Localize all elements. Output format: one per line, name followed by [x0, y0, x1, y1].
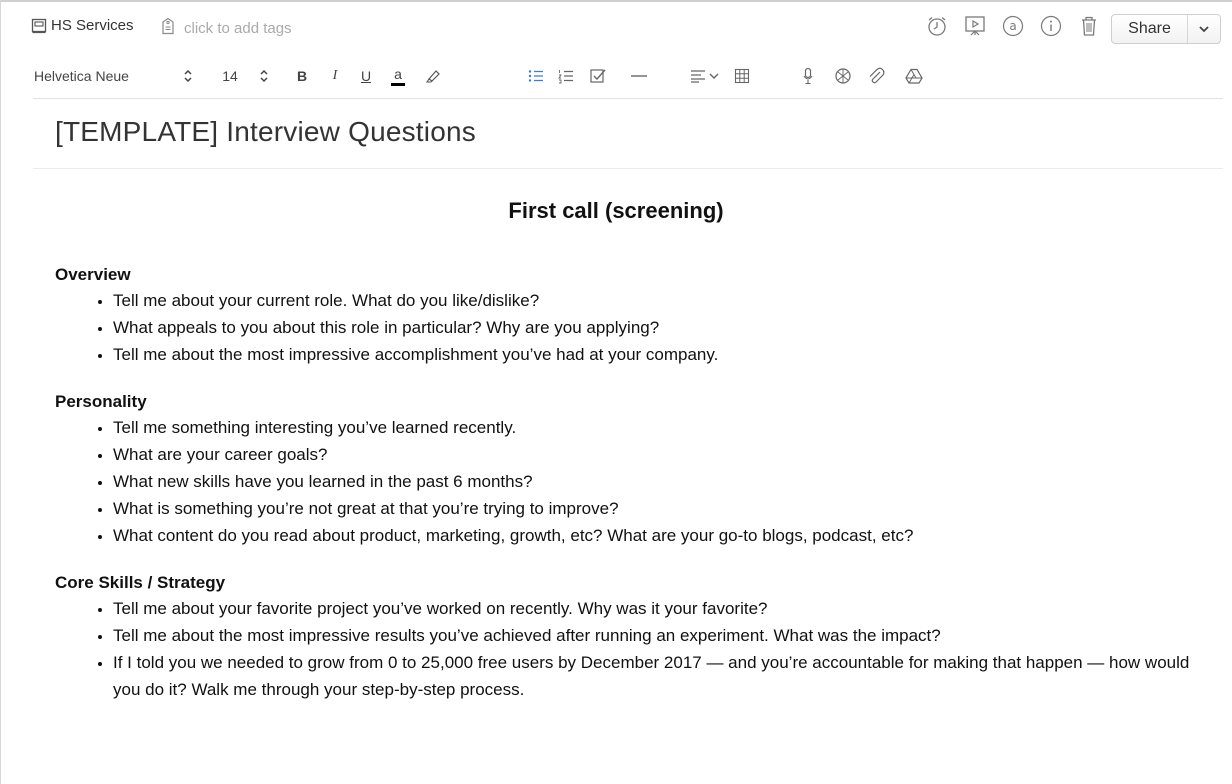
chevron-down-icon	[709, 72, 719, 80]
list-item: • If I told you we needed to grow from 0 to 25,000 free users by December 2017 — and you’re accountable for making that happen — how would you do it? Walk me through your step-by-step process.	[113, 649, 1215, 703]
microphone-icon[interactable]	[800, 66, 816, 86]
bulleted-list-icon[interactable]	[526, 66, 546, 86]
italic-button[interactable]: I	[332, 68, 338, 83]
presentation-icon[interactable]	[963, 14, 987, 38]
section-core-skills	[55, 573, 1215, 703]
list-item: • What are your career goals?	[113, 441, 1215, 468]
bullet-list	[55, 287, 1215, 368]
bullet-list	[55, 595, 1215, 703]
font-size-select[interactable]	[218, 66, 242, 86]
list-item: • What appeals to you about this role in particular? Why are you applying?	[113, 314, 1215, 341]
font-family-stepper-icon[interactable]	[180, 66, 196, 86]
font-size-value: 14	[222, 68, 238, 84]
mention-icon[interactable]	[1001, 14, 1025, 38]
sketch-icon[interactable]	[833, 66, 853, 86]
title-divider	[33, 168, 1223, 169]
highlighter-icon[interactable]	[424, 66, 444, 86]
section-overview	[55, 265, 1215, 368]
note-header	[0, 2, 1232, 52]
section-title: Core Skills / Strategy	[55, 573, 226, 592]
info-icon[interactable]	[1039, 14, 1063, 38]
formatting-toolbar	[0, 56, 1232, 96]
note-body[interactable]	[55, 265, 1215, 703]
underline-button[interactable]: U	[360, 68, 372, 84]
tag-icon	[161, 17, 175, 39]
bold-button[interactable]: B	[296, 68, 308, 84]
section-title: Personality	[55, 392, 147, 411]
notebook-selector[interactable]	[31, 17, 134, 34]
text-color-button[interactable]	[390, 66, 406, 86]
list-item: • Tell me about your current role. What do you like/dislike?	[113, 287, 1215, 314]
note-heading: First call (screening)	[508, 198, 724, 223]
align-left-icon	[690, 69, 706, 83]
font-family-select[interactable]	[34, 66, 154, 86]
bullet-list	[55, 414, 1215, 549]
share-button[interactable]: Share	[1112, 15, 1188, 43]
list-item: • What content do you read about product, marketing, growth, etc? What are your go-to blogs, podcast, etc?	[113, 522, 1215, 549]
list-item: • Tell me about the most impressive accomplishment you’ve had at your company.	[113, 341, 1215, 368]
font-family-value: Helvetica Neue	[34, 68, 129, 84]
note-title[interactable]: [TEMPLATE] Interview Questions	[55, 116, 476, 147]
list-item: • Tell me something interesting you’ve learned recently.	[113, 414, 1215, 441]
text-color-swatch	[391, 83, 405, 86]
alignment-dropdown[interactable]	[686, 66, 722, 86]
share-menu-button[interactable]	[1188, 15, 1220, 43]
section-personality	[55, 392, 1215, 549]
chevron-down-icon	[1199, 20, 1209, 38]
attachment-icon[interactable]	[866, 66, 886, 86]
google-drive-icon[interactable]	[904, 66, 924, 86]
share-button-group	[1111, 14, 1221, 44]
toolbar-separator	[33, 98, 1223, 99]
tags-placeholder: click to add tags	[184, 19, 292, 37]
list-item: • Tell me about the most impressive results you’ve achieved after running an experiment. What was the impact?	[113, 622, 1215, 649]
table-icon[interactable]	[732, 66, 752, 86]
svg-text:a: a	[1009, 19, 1017, 33]
font-size-stepper-icon[interactable]	[256, 66, 272, 86]
notebook-icon	[31, 18, 47, 34]
reminder-icon[interactable]	[925, 14, 949, 38]
horizontal-rule-icon[interactable]	[628, 66, 650, 86]
section-title: Overview	[55, 265, 131, 284]
list-item: • What is something you’re not great at that you’re trying to improve?	[113, 495, 1215, 522]
numbered-list-icon[interactable]	[556, 66, 576, 86]
header-actions	[925, 14, 1101, 38]
list-item: • What new skills have you learned in the past 6 months?	[113, 468, 1215, 495]
notebook-name: HS Services	[51, 17, 134, 34]
checkbox-icon[interactable]	[588, 66, 608, 86]
window-left-border	[0, 0, 1, 784]
text-color-glyph: a	[394, 65, 402, 82]
tag-area[interactable]	[161, 17, 292, 39]
list-item: • Tell me about your favorite project you’ve worked on recently. Why was it your favorite?	[113, 595, 1215, 622]
trash-icon[interactable]	[1077, 14, 1101, 38]
